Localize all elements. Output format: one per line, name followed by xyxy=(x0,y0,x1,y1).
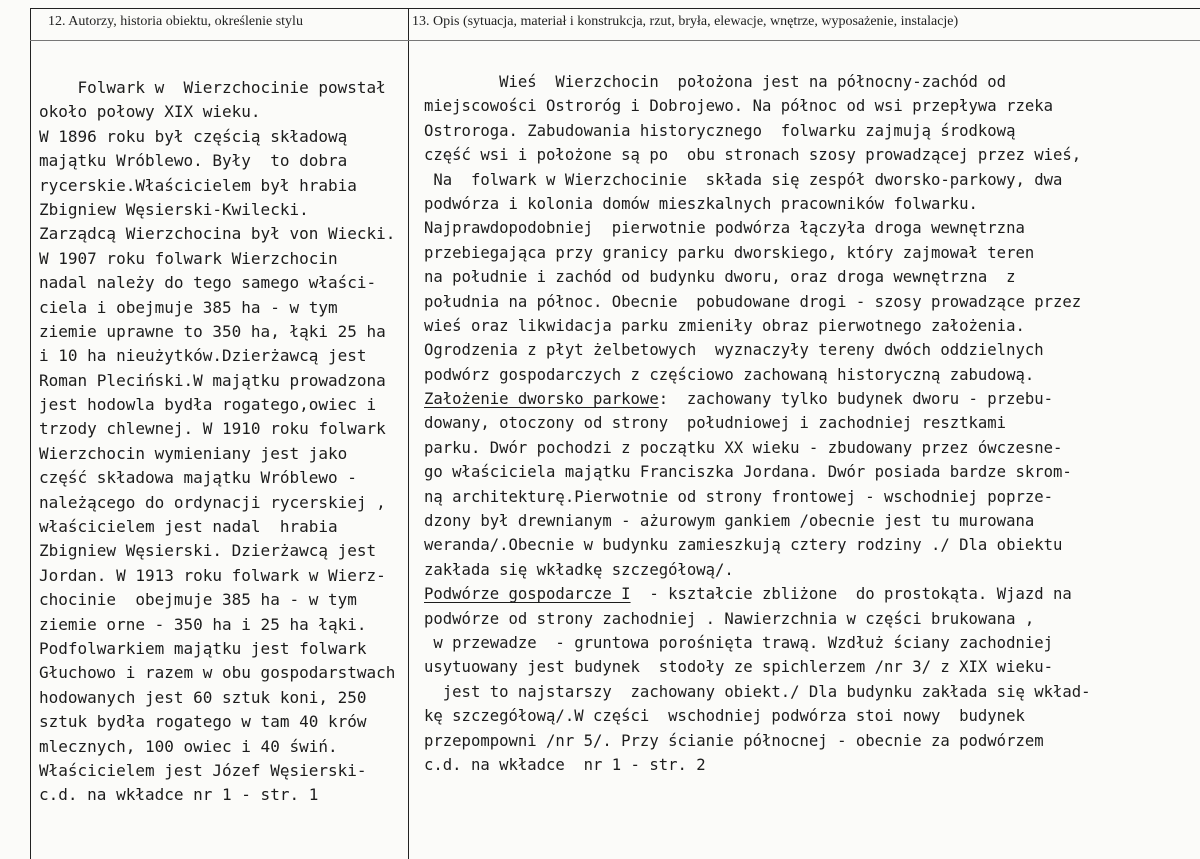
description-text-line: podwórza i kolonia domów mieszkalnych pracowników folwarku. xyxy=(424,194,978,213)
description-text-line: w przewadze - gruntowa porośnięta trawą. Wzdłuż ściany zachodniej xyxy=(424,633,1054,652)
description-text-line: jest to najstarszy zachowany obiekt./ Dla budynku zakłada się wkład- xyxy=(424,682,1091,701)
subsection-heading: Założenie dworsko parkowe xyxy=(424,390,659,409)
history-text-line: i 10 ha nieużytków.Dzierżawcą jest xyxy=(39,346,367,366)
section-12-header: 12. Autorzy, historia obiektu, określenie stylu xyxy=(48,14,303,29)
description-text-line: wieś oraz likwidacja parku zmieniły obraz pierwotnego założenia. xyxy=(424,316,1025,335)
description-text-line: kę szczegółową/.W części wschodniej podwórza stoi nowy budynek xyxy=(424,707,1025,726)
description-text-line: Wieś Wierzchocin położona jest na północny-zachód od xyxy=(424,73,1007,91)
history-text-line: chocinie obejmuje 385 ha - w tym xyxy=(39,590,357,610)
description-text-line: zakłada się wkładkę szczegółową/. xyxy=(424,560,734,579)
history-text-line: ziemie uprawne to 350 ha, łąki 25 ha xyxy=(39,321,386,341)
description-text-line: część wsi i położone są po obu stronach szosy prowadzącej przez wieś, xyxy=(424,146,1082,165)
subsection-heading: Podwórze gospodarcze I xyxy=(424,585,631,604)
history-text-line: właścicielem jest nadal hrabia xyxy=(39,517,338,537)
history-text-column xyxy=(39,76,414,808)
description-text-line: na południe i zachód od budynku dworu, oraz droga wewnętrzna z xyxy=(424,268,1016,287)
description-text-line xyxy=(424,387,1194,411)
frame-left-border xyxy=(30,8,31,859)
history-text-line: część składowa majątku Wróblewo - xyxy=(39,468,357,488)
history-text-line: hodowanych jest 60 sztuk koni, 250 xyxy=(39,687,367,707)
description-text-line: dzony był drewnianym - ażurowym gankiem /obecnie jest tu murowana xyxy=(424,512,1035,531)
history-text-line: W 1907 roku folwark Wierzchocin xyxy=(39,248,338,268)
description-text-line: Najprawdopodobniej pierwotnie podwórza łączyła droga wewnętrzna xyxy=(424,219,1025,238)
description-text-line: Ogrodzenia z płyt żelbetowych wyznaczyły tereny dwóch oddzielnych xyxy=(424,341,1044,360)
history-text-line: Głuchowo i razem w obu gospodarstwach xyxy=(39,663,396,683)
history-text-line: Jordan. W 1913 roku folwark w Wierz- xyxy=(39,565,386,585)
description-text-line: dowany, otoczony od strony południowej i zachodniej resztkami xyxy=(424,414,1007,433)
description-text-line: weranda/.Obecnie w budynku zamieszkują cztery rodziny ./ Dla obiektu xyxy=(424,536,1063,555)
history-text-line: ziemie orne - 350 ha i 25 ha łąki. xyxy=(39,614,367,634)
description-text-line: Na folwark w Wierzchocinie składa się zespół dworsko-parkowy, dwa xyxy=(424,170,1063,189)
description-text-line: Ostroroga. Zabudowania historycznego folwarku zajmują środkową xyxy=(424,121,1016,140)
history-text-line: należącego do ordynacji rycerskiej , xyxy=(39,492,386,512)
text-run: - kształcie zbliżone do prostokąta. Wjazd na xyxy=(630,585,1072,604)
section-13-header: 13. Opis (sytuacja, materiał i konstrukcja, rzut, bryła, elewacje, wnętrze, wyposażenie, instalacje) xyxy=(412,14,959,29)
description-text-line: ną architekturę.Pierwotnie od strony frontowej - wschodniej poprze- xyxy=(424,487,1054,506)
history-text-line: rycerskie.Właścicielem był hrabia xyxy=(39,175,357,195)
description-text-line: miejscowości Ostroróg i Dobrojewo. Na północ od wsi przepływa rzeka xyxy=(424,97,1054,116)
history-text-line: Zarządcą Wierzchocina był von Wiecki. xyxy=(39,224,396,244)
history-text-line: mlecznych, 100 owiec i 40 świń. xyxy=(39,736,338,756)
history-text-line: W 1896 roku był częścią składową xyxy=(39,126,348,146)
description-text-line: podwórze od strony zachodniej . Nawierzchnia w części brukowana , xyxy=(424,609,1035,628)
history-text-line: Folwark w Wierzchocinie powstał xyxy=(39,78,386,97)
history-text-line: Podfolwarkiem majątku jest folwark xyxy=(39,638,367,658)
history-text-line: Roman Pleciński.W majątku prowadzona xyxy=(39,370,386,390)
history-text-line: c.d. na wkładce nr 1 - str. 1 xyxy=(39,785,319,805)
description-text-line: przepompowni /nr 5/. Przy ścianie północnej - obecnie za podwórzem xyxy=(424,731,1044,750)
history-text-line: ciela i obejmuje 385 ha - w tym xyxy=(39,297,338,317)
description-text-line xyxy=(424,582,1194,606)
description-text-line: parku. Dwór pochodzi z początku XX wieku - zbudowany przez ówczesne- xyxy=(424,438,1063,457)
history-text-line: nadal należy do tego samego właści- xyxy=(39,273,377,293)
description-text-line: południa na północ. Obecnie pobudowane drogi - szosy prowadzące przez xyxy=(424,292,1082,311)
history-text-line: sztuk bydła rogatego w tam 40 krów xyxy=(39,712,367,732)
history-text-line: Zbigniew Węsierski. Dzierżawcą jest xyxy=(39,541,377,561)
history-text-line: Właścicielem jest Józef Węsierski- xyxy=(39,760,367,780)
history-text-line: jest hodowla bydła rogatego,owiec i xyxy=(39,395,377,415)
description-text-line: przebiegająca przy granicy parku dworskiego, który zajmował teren xyxy=(424,243,1035,262)
text-run: : zachowany tylko budynek dworu - przebu- xyxy=(658,390,1054,409)
description-text-line: c.d. na wkładce nr 1 - str. 2 xyxy=(424,755,706,774)
history-text-line: trzody chlewnej. W 1910 roku folwark xyxy=(39,419,386,439)
history-text-line: Wierzchocin wymieniany jest jako xyxy=(39,443,348,463)
frame-top-border xyxy=(30,8,1200,9)
history-text-line: około połowy XIX wieku. xyxy=(39,102,261,122)
description-text-line: go właściciela majątku Franciszka Jordana. Dwór posiada bardze skrom- xyxy=(424,463,1072,482)
description-text-line: usytuowany jest budynek stodoły ze spichlerzem /nr 3/ z XIX wieku- xyxy=(424,658,1054,677)
history-text-line: Zbigniew Węsierski-Kwilecki. xyxy=(39,199,309,219)
description-text-column xyxy=(424,70,1194,777)
history-text-line: majątku Wróblewo. Były to dobra xyxy=(39,151,348,171)
description-text-line: podwórz gospodarczych z częściowo zachowaną historyczną zabudową. xyxy=(424,365,1035,384)
header-rule xyxy=(30,40,1200,41)
